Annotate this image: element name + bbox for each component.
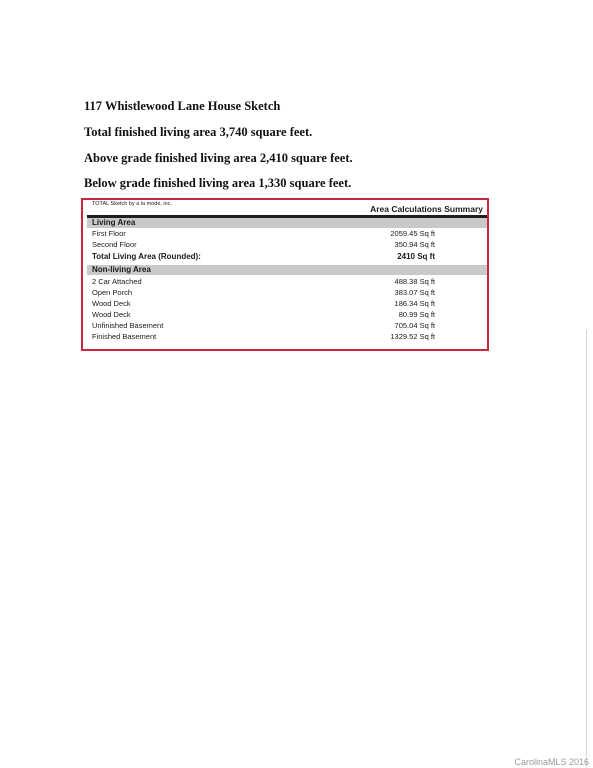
table-row xyxy=(87,309,483,320)
row-value: 705.04 Sq ft xyxy=(394,321,435,330)
page-edge-line xyxy=(586,330,587,768)
row-value: 2410 Sq ft xyxy=(397,252,435,261)
table-row xyxy=(87,276,483,287)
above-grade-area-line: Above grade finished living area 2,410 square feet. xyxy=(84,151,353,165)
total-living-area-line: Total finished living area 3,740 square feet. xyxy=(84,125,313,139)
watermark-text: CarolinaMLS 2016 xyxy=(514,757,589,767)
software-label: TOTAL Sketch by a la mode, inc. xyxy=(92,201,172,207)
row-label: Wood Deck xyxy=(92,310,131,319)
row-value: 383.07 Sq ft xyxy=(394,288,435,297)
table-row xyxy=(87,331,483,342)
row-label: Unfinished Basement xyxy=(92,321,164,330)
row-value: 186.34 Sq ft xyxy=(394,299,435,308)
row-label: Wood Deck xyxy=(92,299,131,308)
row-value: 2059.45 Sq ft xyxy=(390,229,435,238)
row-label: Finished Basement xyxy=(92,332,157,341)
row-label: Total Living Area (Rounded): xyxy=(92,252,201,261)
total-living-row xyxy=(87,251,483,262)
table-row xyxy=(87,287,483,298)
table-row xyxy=(87,228,483,239)
row-value: 488.38 Sq ft xyxy=(394,277,435,286)
area-calculations-box xyxy=(81,198,489,351)
non-living-area-section: Non-living Area xyxy=(87,265,487,275)
row-label: Open Porch xyxy=(92,288,133,297)
document-title: 117 Whistlewood Lane House Sketch xyxy=(84,99,281,113)
row-label: Second Floor xyxy=(92,240,137,249)
table-row xyxy=(87,298,483,309)
area-summary-title: Area Calculations Summary xyxy=(370,204,483,214)
row-label: 2 Car Attached xyxy=(92,277,142,286)
row-value: 80.99 Sq ft xyxy=(398,310,435,319)
row-label: First Floor xyxy=(92,229,126,238)
table-row xyxy=(87,239,483,250)
row-value: 1329.52 Sq ft xyxy=(390,332,435,341)
table-row xyxy=(87,320,483,331)
row-value: 350.94 Sq ft xyxy=(394,240,435,249)
below-grade-area-line: Below grade finished living area 1,330 square feet. xyxy=(84,176,352,190)
living-area-section: Living Area xyxy=(87,218,487,228)
